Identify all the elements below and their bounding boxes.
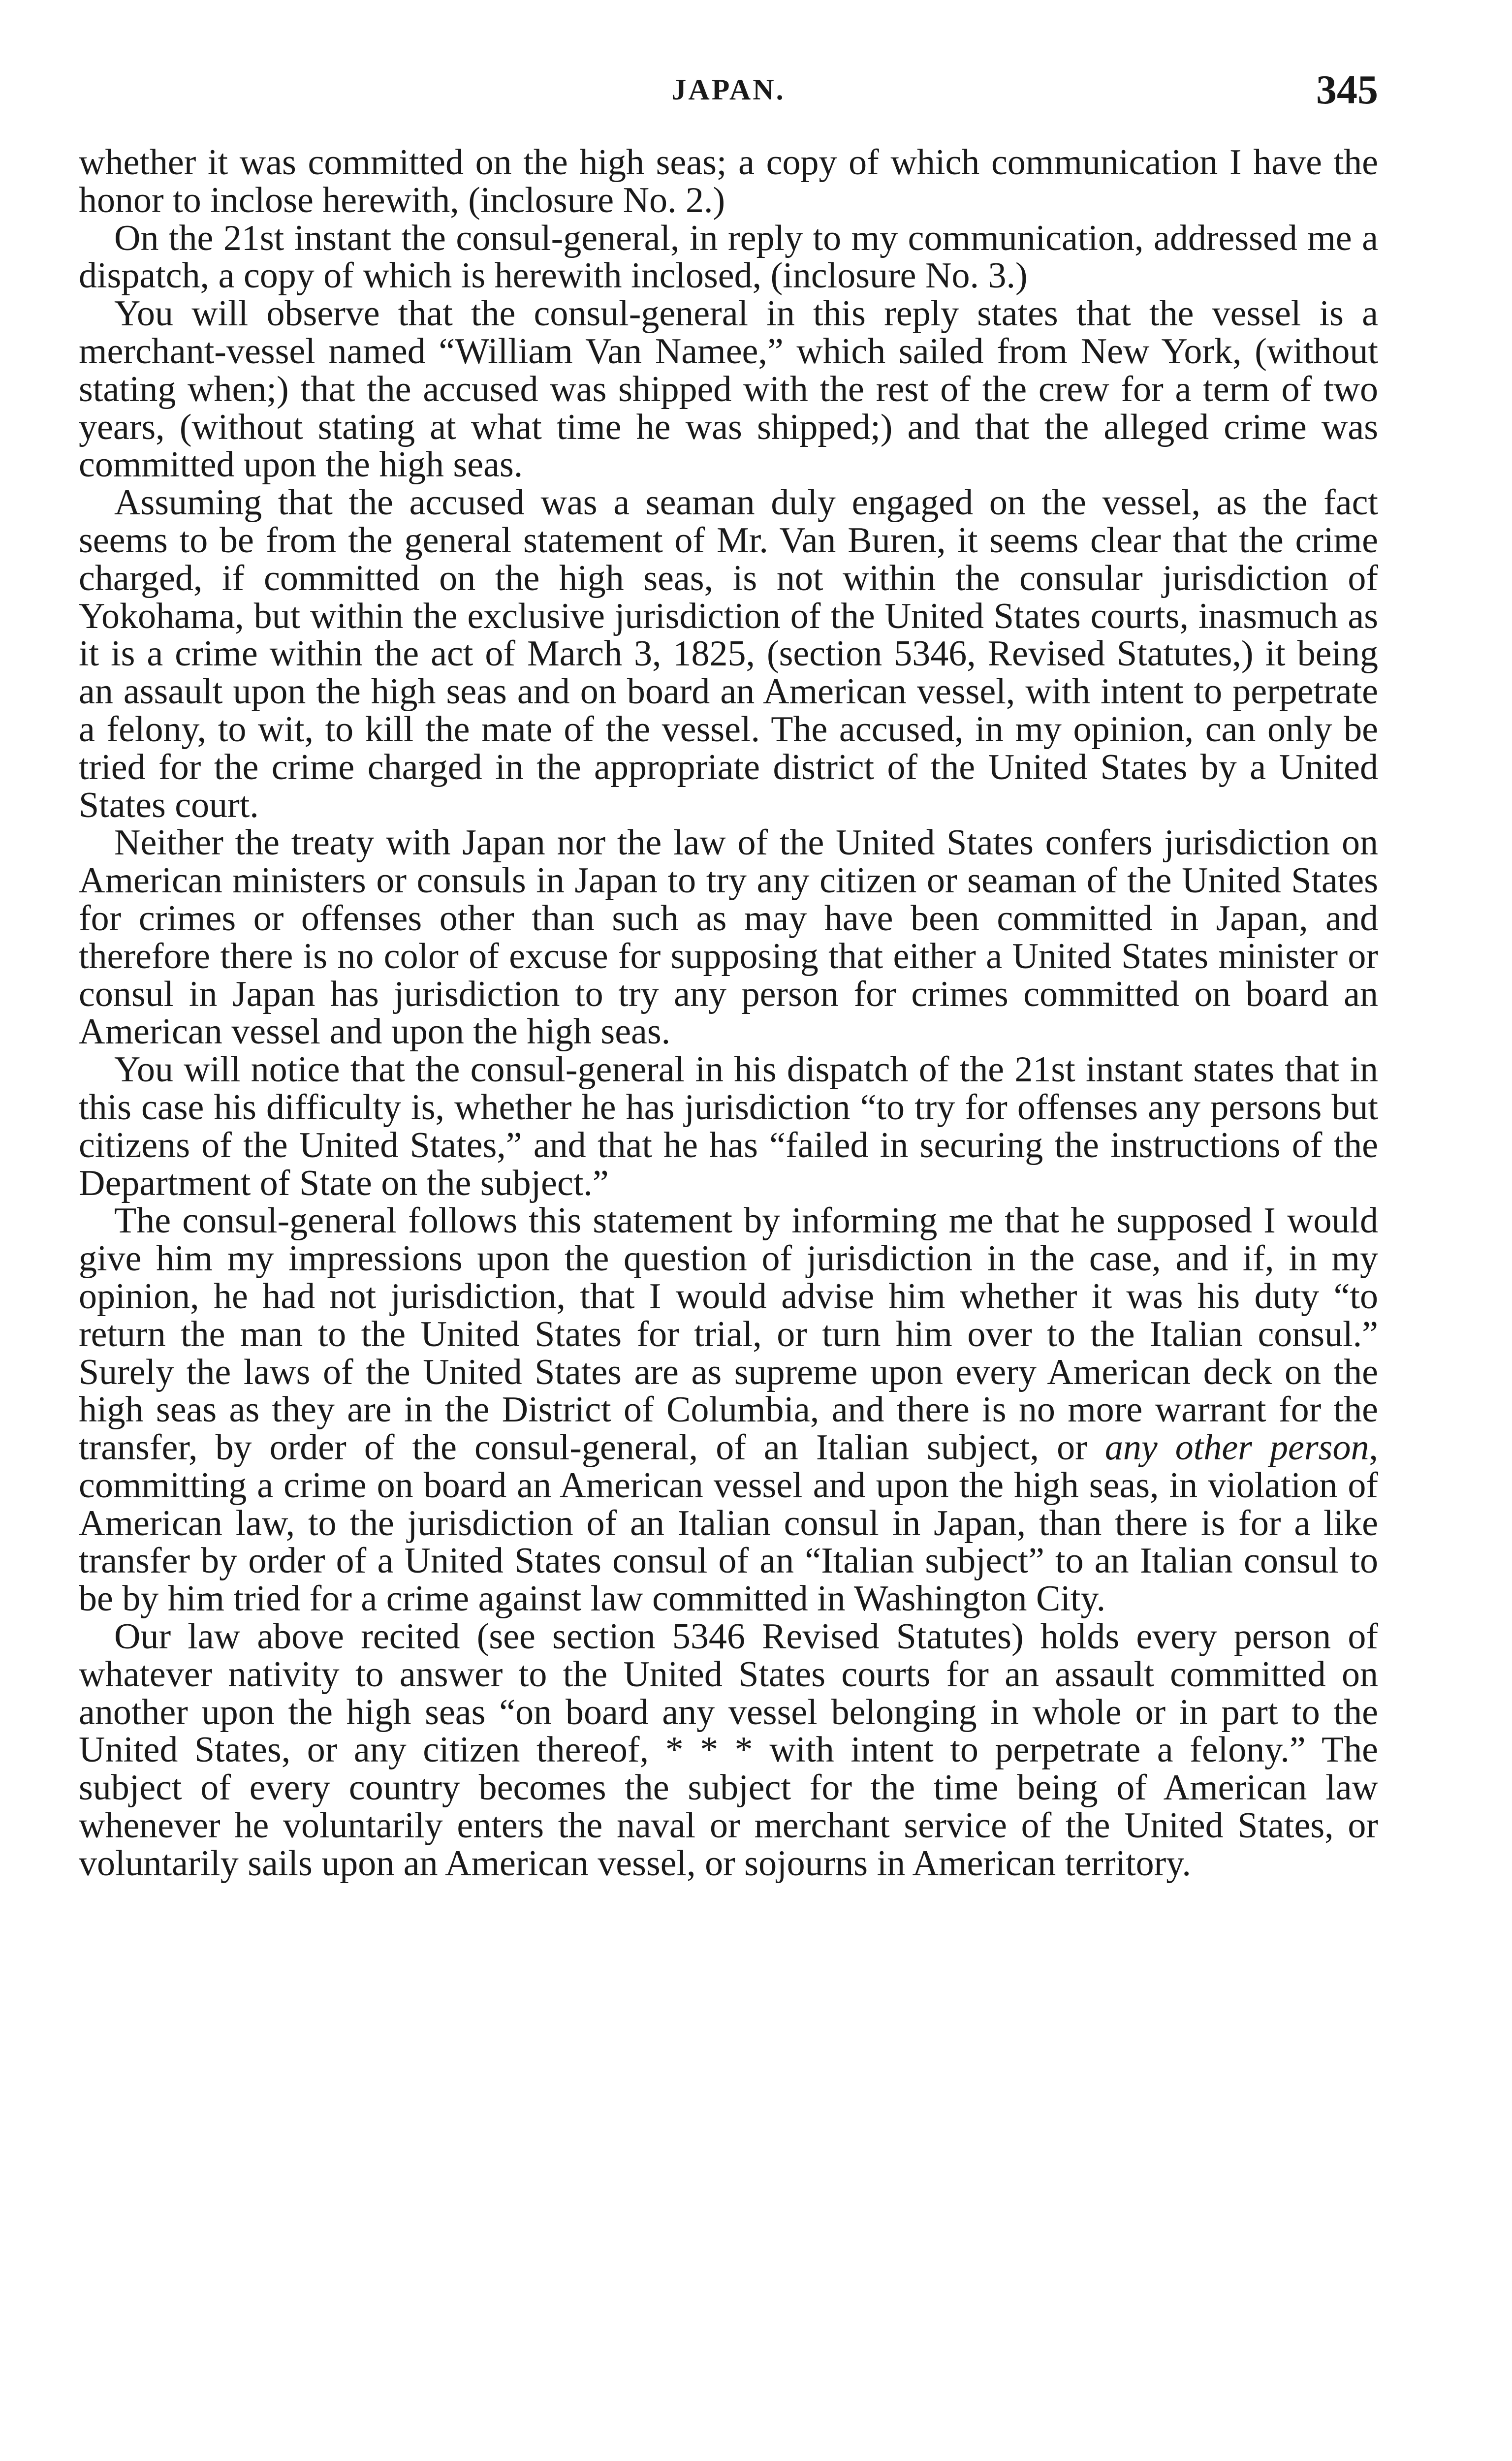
running-title: JAPAN. — [671, 73, 786, 106]
body-text — [79, 144, 1378, 1883]
page-number: 345 — [1316, 67, 1378, 113]
paragraph-7 — [79, 1202, 1378, 1618]
paragraph-1: whether it was committed on the high seas; a copy of which communication I have the honor to inclose herewith, (inclosure No. 2.) — [79, 142, 1378, 221]
paragraph-7-end: , committing a crime on board an American vessel and upon the high seas, in violation of American law, to the jurisdiction of an Italian consul in Japan, than there is for a like transfer by order of a United States consul of an “Italian subject” to an Italian consul to be by him tried for a crime against law committed in Washington City. — [79, 1427, 1378, 1619]
paragraph-6: You will notice that the consul-general in his dispatch of the 21st instant states that in this case his difficulty is, whether he has jurisdiction “to try for offenses any persons but citizens of the United States,” and that he has “failed in securing the instructions of the Department of State on the subject.” — [79, 1049, 1378, 1203]
paragraph-2: On the 21st instant the consul-general, in reply to my communication, addressed me a dispatch, a copy of which is herewith inclosed, (inclosure No. 3.) — [79, 218, 1378, 296]
paragraph-5: Neither the treaty with Japan nor the law of the United States confers jurisdiction on American ministers or consuls in Japan to try any citizen or seaman of the United States for crimes or offenses other than such as may have been committed in Japan, and therefore there is no color of excuse for supposing that either a United States minister or consul in Japan has jurisdiction to try any person for crimes committed on board an American vessel and upon the high seas. — [79, 822, 1378, 1052]
paragraph-3: You will observe that the consul-general in this reply states that the vessel is a merchant-vessel named “William Van Namee,” which sailed from New York, (without stating when;) that the accused was shipped with the rest of the crew for a term of two years, (without stating at what time he was shipped;) and that the alleged crime was committed upon the high seas. — [79, 293, 1378, 485]
running-head — [79, 67, 1378, 122]
paragraph-4: Assuming that the accused was a seaman duly engaged on the vessel, as the fact seems to be from the general statement of Mr. Van Buren, it seems clear that the crime charged, if committed on the high seas, is not within the consular jurisdiction of Yokohama, but within the exclusive jurisdiction of the United States courts, inasmuch as it is a crime within the act of March 3, 1825, (section 5346, Revised Statutes,) it being an assault upon the high seas and on board an American vessel, with intent to perpetrate a felony, to wit, to kill the mate of the vessel. The accused, in my opinion, can only be tried for the crime charged in the appropriate district of the United States by a United States court. — [79, 482, 1378, 825]
paragraph-7-italic: any other person — [1104, 1427, 1369, 1468]
paragraph-7-start: The consul-general follows this statement by informing me that he supposed I would give him my impressions upon the question of jurisdiction in the case, and if, in my opinion, he had not jurisdiction, that I would advise him whether it was his duty “to return the man to the United States for trial, or turn him over to the Italian consul.” Surely the laws of the United States are as supreme upon every American deck on the high seas as they are in the District of Columbia, and there is no more warrant for the transfer, by order of the consul-general, of an Italian subject, or — [79, 1200, 1378, 1468]
paragraph-8: Our law above recited (see section 5346 Revised Statutes) holds every person of whatever nativity to answer to the United States courts for an assault committed on another upon the high seas “on board any vessel belonging in whole or in part to the United States, or any citizen thereof, * * * with intent to perpetrate a felony.” The subject of every country becomes the subject for the time being of American law whenever he voluntarily enters the naval or merchant service of the United States, or voluntarily sails upon an American vessel, or sojourns in American territory. — [79, 1616, 1378, 1884]
